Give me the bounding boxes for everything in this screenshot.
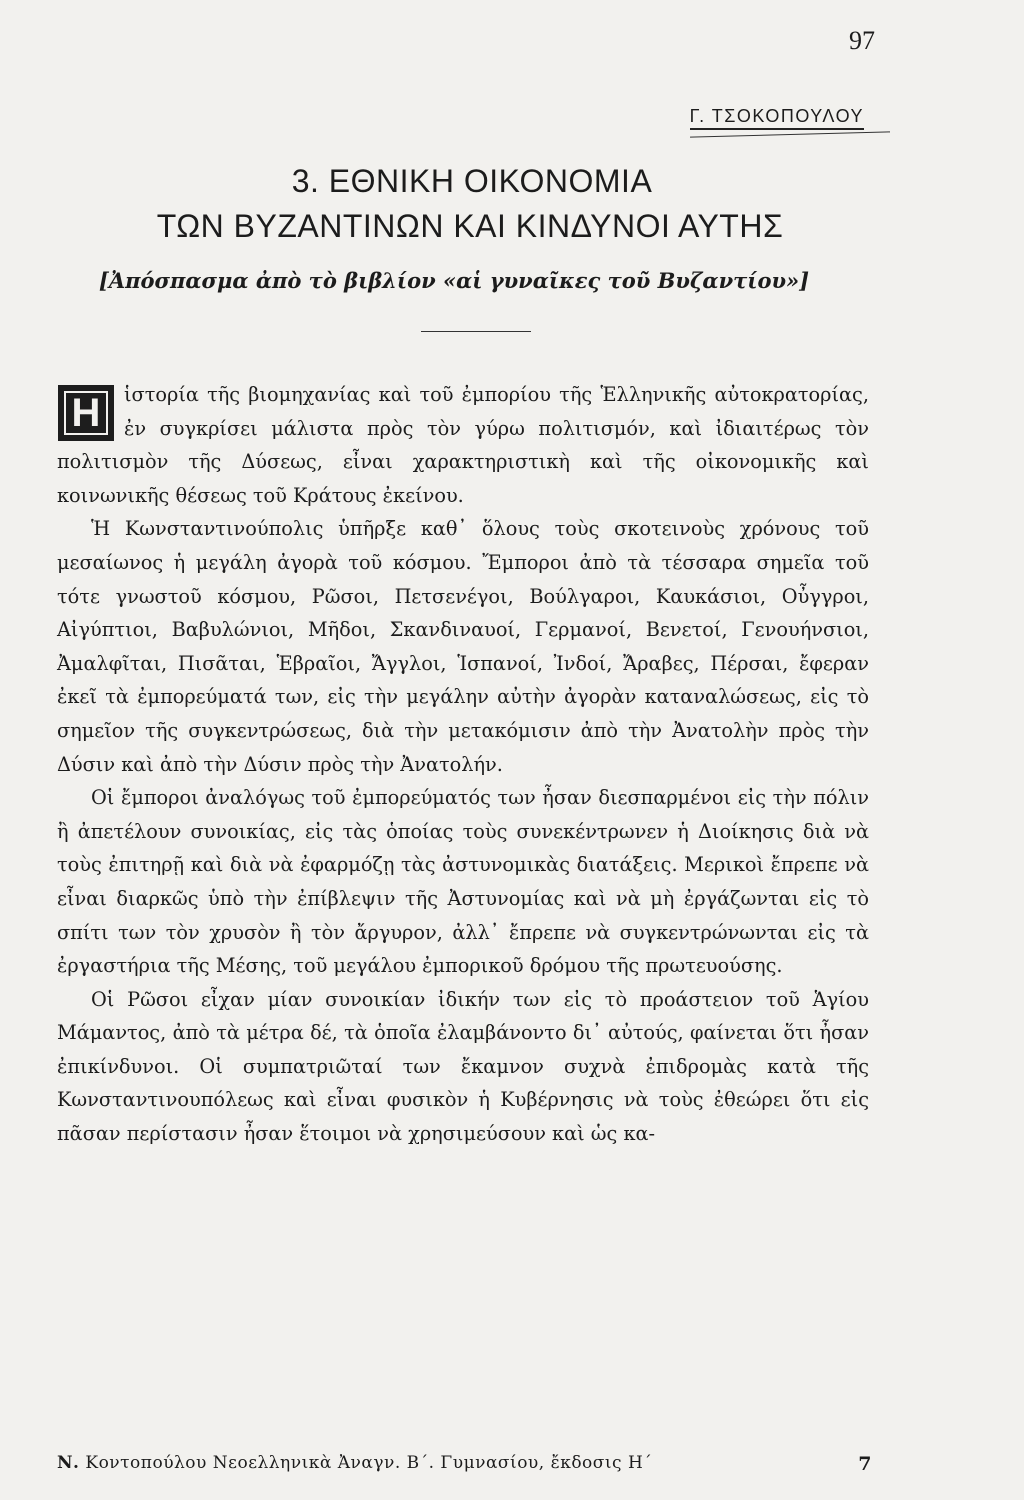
footer-text [57,1453,652,1475]
body-text [57,378,869,1151]
paragraph-2: Ἡ Κωνσταντινούπολις ὑπῆρξε καθ᾽ ὅλους τοὺς σκοτεινοὺς χρόνους τοῦ μεσαίωνος ἡ μεγάλη ἀγορὰ τοῦ κόσμου. Ἔμποροι ἀπὸ τὰ τέσσαρα σημεῖα τοῦ τότε γνωστοῦ κόσμου, Ρῶσοι, Πετσενέγοι, Βούλγαροι, Καυκάσιοι, Οὖγγροι, Αἰγύπτιοι, Βαβυλώνιοι, Μῆδοι, Σκανδιναυοί, Γερμανοί, Βενετοί, Γενουήνσιοι, Ἀμαλφῖται, Πισᾶται, Ἑβραῖοι, Ἄγγλοι, Ἱσπανοί, Ἰνδοί, Ἄραβες, Πέρσαι, ἔφεραν ἐκεῖ τὰ ἐμπορεύματά των, εἰς τὴν μεγάλην αὐτὴν ἀγορὰν καταναλώσεως, εἰς τὸ σημεῖον τῆς συγκεντρώσεως, διὰ τὴν μετακόμισιν ἀπὸ τὴν Ἀνατολὴν πρὸς τὴν Δύσιν καὶ ἀπὸ τὴν Δύσιν πρὸς τὴν Ἀνατολήν. [57,517,869,776]
author-underline [690,131,890,137]
paragraph-1 [57,378,869,512]
paragraph-4: Οἱ Ρῶσοι εἶχαν μίαν συνοικίαν ἰδικήν των εἰς τὸ προάστειον τοῦ Ἁγίου Μάμαντος, ἀπὸ τὰ μέτρα δέ, τὰ ὁποῖα ἐλαμβάνοντο δι᾽ αὐτούς, φαίνεται ὅτι ἦσαν ἐπικίνδυνοι. Οἱ συμπατριῶταί των ἔκαμνον συχνὰ ἐπιδρομὰς κατὰ τῆς Κωνσταντινουπόλεως καὶ εἶναι φυσικὸν ἡ Κυβέρνησις νὰ τοὺς ἐθεώρει ὅτι εἰς πᾶσαν περίστασιν ἦσαν ἕτοιμοι νὰ χρησιμεύσουν καὶ ὡς κα- [57,987,869,1146]
subtitle: [Ἀπόσπασμα ἀπὸ τὸ βιβλίον «αἱ γυναῖκες τοῦ Βυζαντίου»] [98,268,810,293]
author-name: Γ. ΤΣΟΚΟΠΟΥΛΟΥ [690,106,864,130]
footer [57,1453,872,1475]
footer-initial: Ν. [57,1453,80,1473]
title-line-2: ΤΩΝ ΒΥΖΑΝΤΙΝΩΝ ΚΑΙ ΚΙΝΔΥΝΟΙ ΑΥΤΗΣ [156,208,784,244]
dropcap-frame [64,391,108,435]
separator-rule [421,331,531,332]
footer-citation: Κοντοπούλου Νεοελληνικὰ Ἀναγν. Β΄. Γυμνασίου, ἔκδοσις Η΄ [85,1453,653,1473]
paragraph-3: Οἱ ἔμποροι ἀναλόγως τοῦ ἐμπορεύματός των ἦσαν διεσπαρμένοι εἰς τὴν πόλιν ἢ ἀπετέλουν συνοικίας, εἰς τὰς ὁποίας τοὺς συνεκέντρωνεν ἡ Διοίκησις διὰ νὰ τοὺς ἐπιτηρῇ καὶ διὰ νὰ ἐφαρμόζῃ τὰς ἀστυνομικὰς διατάξεις. Μερικοὶ ἔπρεπε νὰ εἶναι διαρκῶς ὑπὸ τὴν ἐπίβλεψιν τῆς Ἀστυνομίας καὶ νὰ μὴ ἐργάζωνται εἰς τὸ σπίτι των τὸν χρυσὸν ἢ τὸν ἄργυρον, ἀλλ᾽ ἔπρεπε νὰ συγκεντρώνωνται εἰς τὰ ἐργαστήρια τῆς Μέσης, τοῦ μεγάλου ἐμπορικοῦ δρόμου τῆς πρωτευούσης. [57,786,869,978]
dropcap-letter: Η [71,391,101,435]
paragraph-1-text: ἱστορία τῆς βιομηχανίας καὶ τοῦ ἐμπορίου τῆς Ἑλληνικῆς αὐτοκρατορίας, ἐν συγκρίσει μάλιστα πρὸς τὸν γύρω πολιτισμόν, καὶ ἰδιαιτέρως τὸν πολιτισμὸν τῆς Δύσεως, εἶναι χαρακτηριστικὴ καὶ τῆς οἰκονομικῆς καὶ κοινωνικῆς θέσεως τοῦ Κράτους ἐκείνου. [57,383,869,507]
page-number: 97 [849,26,875,55]
footer-signature: 7 [858,1453,872,1475]
title-line-1: 3. ΕΘΝΙΚΗ ΟΙΚΟΝΟΜΙΑ [291,163,653,199]
dropcap [58,385,114,441]
